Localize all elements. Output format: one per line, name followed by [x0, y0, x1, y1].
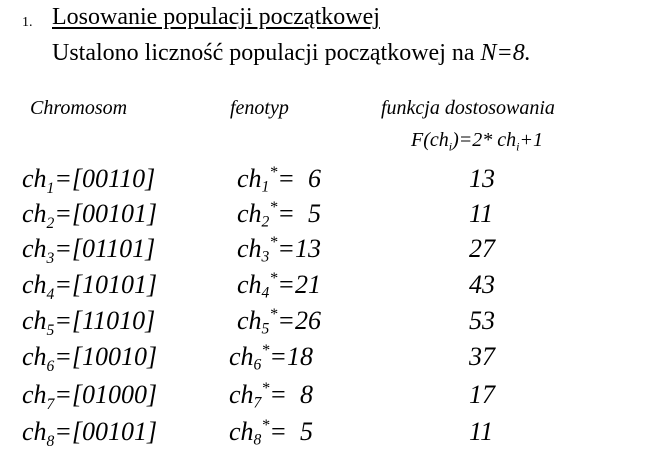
header-fitness: funkcja dostosowania	[381, 97, 555, 119]
chromosome-index: 8	[46, 432, 55, 450]
phenotype-prefix: ch	[237, 270, 262, 299]
table-row	[0, 417, 645, 453]
chromosome-prefix: ch	[22, 306, 47, 335]
header-phenotype: fenotyp	[230, 97, 289, 119]
chromosome-index: 2	[46, 214, 55, 232]
chromosome-cell	[22, 234, 156, 267]
chromosome-prefix: ch	[22, 417, 47, 446]
section-subtitle	[52, 40, 531, 67]
chromosome-prefix: ch	[22, 164, 47, 193]
phenotype-value: = 8	[269, 380, 313, 409]
table-row	[0, 380, 645, 416]
chromosome-index: 6	[46, 357, 55, 375]
chromosome-cell	[22, 270, 158, 303]
section-title: Losowanie populacji początkowej	[52, 4, 380, 30]
phenotype-value: =21	[277, 270, 321, 299]
phenotype-index: 2	[261, 213, 270, 231]
chromosome-prefix: ch	[22, 342, 47, 371]
phenotype-index: 1	[261, 178, 270, 196]
table-row	[0, 164, 645, 200]
phenotype-index: 6	[253, 356, 262, 374]
chromosome-bits: =[00101]	[54, 199, 158, 228]
phenotype-index: 7	[253, 394, 262, 412]
phenotype-value: =18	[269, 342, 313, 371]
chromosome-cell	[22, 417, 158, 450]
phenotype-index: 8	[253, 431, 262, 449]
chromosome-bits: =[00101]	[54, 417, 158, 446]
fitness-value: 11	[469, 417, 494, 446]
subtitle-formula: N=8.	[480, 40, 531, 66]
fitness-value: 27	[469, 234, 495, 263]
chromosome-bits: =[01101]	[54, 234, 156, 263]
phenotype-value: = 5	[269, 417, 313, 446]
chromosome-bits: =[10010]	[54, 342, 158, 371]
phenotype-prefix: ch	[237, 234, 262, 263]
table-row	[0, 234, 645, 270]
table-row	[0, 199, 645, 235]
phenotype-value: = 6	[277, 164, 321, 193]
phenotype-value: =13	[277, 234, 321, 263]
phenotype-index: 3	[261, 248, 270, 266]
table-row	[0, 342, 645, 378]
phenotype-star: *	[269, 306, 278, 324]
chromosome-bits: =[11010]	[54, 306, 156, 335]
phenotype-star: *	[261, 417, 270, 435]
phenotype-cell	[229, 380, 313, 410]
chromosome-bits: =[10101]	[54, 270, 158, 299]
phenotype-prefix: ch	[229, 417, 254, 446]
phenotype-cell	[237, 306, 321, 336]
chromosome-index: 3	[46, 249, 55, 267]
phenotype-cell	[229, 342, 313, 372]
phenotype-value: = 5	[277, 199, 321, 228]
phenotype-cell	[237, 199, 321, 229]
fitness-value: 13	[469, 164, 495, 193]
fitness-value: 53	[469, 306, 495, 335]
chromosome-index: 4	[46, 285, 55, 303]
chromosome-cell	[22, 199, 158, 232]
chromosome-bits: =[01000]	[54, 380, 158, 409]
phenotype-cell	[237, 164, 321, 194]
chromosome-prefix: ch	[22, 270, 47, 299]
chromosome-prefix: ch	[22, 199, 47, 228]
chromosome-index: 7	[46, 395, 55, 413]
subtitle-text: Ustalono liczność populacji początkowej na	[52, 40, 481, 66]
phenotype-star: *	[261, 342, 270, 360]
formula-part2: )=2* ch	[452, 129, 517, 151]
formula-subscript-1: i	[448, 139, 453, 154]
formula-part1: F(ch	[411, 129, 449, 151]
chromosome-bits: =[00110]	[54, 164, 156, 193]
phenotype-prefix: ch	[229, 380, 254, 409]
fitness-value: 43	[469, 270, 495, 299]
phenotype-star: *	[269, 270, 278, 288]
fitness-value: 11	[469, 199, 494, 228]
chromosome-prefix: ch	[22, 380, 47, 409]
phenotype-cell	[237, 234, 321, 264]
chromosome-cell	[22, 306, 156, 339]
chromosome-cell	[22, 342, 158, 375]
phenotype-prefix: ch	[229, 342, 254, 371]
phenotype-prefix: ch	[237, 306, 262, 335]
section-number: 1.	[22, 15, 33, 30]
chromosome-prefix: ch	[22, 234, 47, 263]
fitness-value: 37	[469, 342, 495, 371]
chromosome-cell	[22, 380, 158, 413]
header-fitness-formula	[411, 129, 543, 152]
phenotype-prefix: ch	[237, 199, 262, 228]
formula-subscript-2: i	[516, 139, 520, 154]
formula-part3: +1	[519, 129, 543, 151]
phenotype-index: 4	[261, 284, 270, 302]
phenotype-cell	[237, 270, 321, 300]
chromosome-cell	[22, 164, 156, 197]
phenotype-cell	[229, 417, 313, 447]
chromosome-index: 5	[46, 321, 55, 339]
phenotype-star: *	[261, 380, 270, 398]
phenotype-star: *	[269, 164, 278, 182]
table-row	[0, 306, 645, 342]
table-row	[0, 270, 645, 306]
phenotype-prefix: ch	[237, 164, 262, 193]
phenotype-index: 5	[261, 320, 270, 338]
header-chromosome: Chromosom	[30, 97, 128, 119]
chromosome-index: 1	[46, 179, 55, 197]
phenotype-star: *	[269, 234, 278, 252]
phenotype-value: =26	[277, 306, 321, 335]
phenotype-star: *	[269, 199, 278, 217]
fitness-value: 17	[469, 380, 495, 409]
